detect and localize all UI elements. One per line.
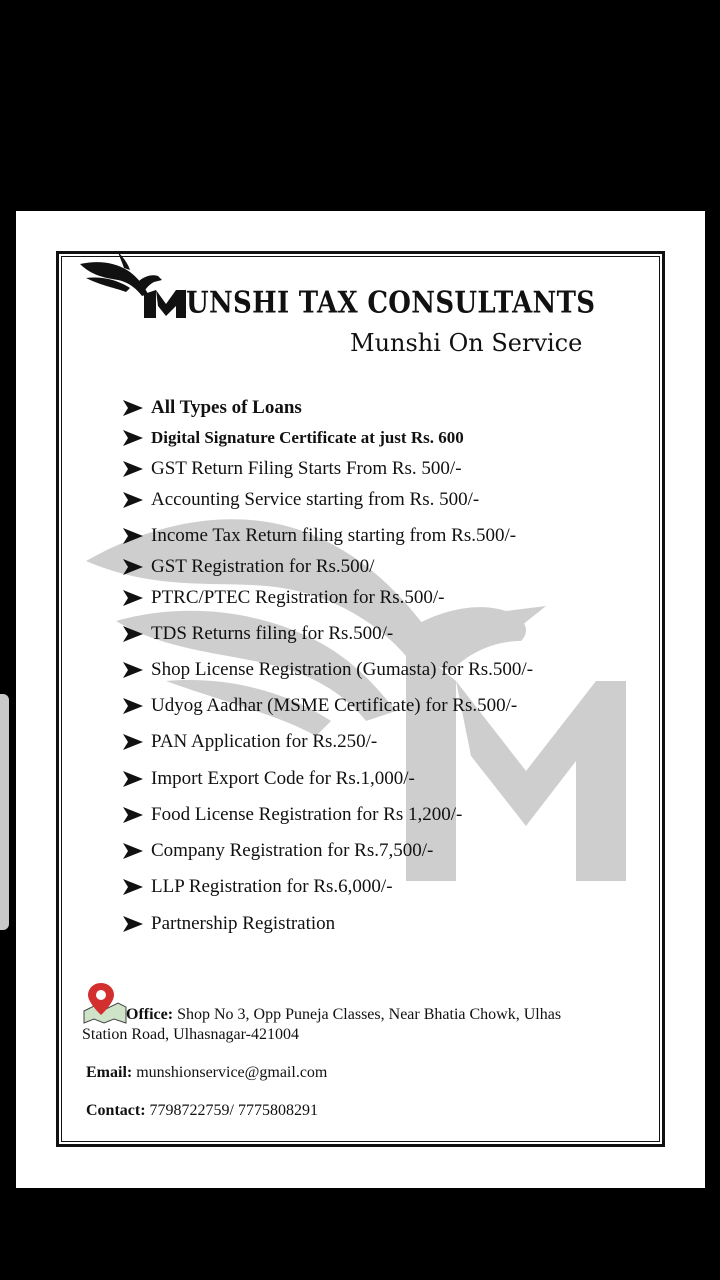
service-item	[122, 804, 462, 826]
arrow-bullet-icon	[122, 915, 144, 933]
service-item	[122, 840, 433, 862]
service-label: PTRC/PTEC Registration for Rs.500/-	[151, 587, 445, 608]
service-item	[122, 587, 444, 609]
service-item	[122, 623, 393, 645]
arrow-bullet-icon	[122, 625, 144, 643]
service-item	[122, 913, 335, 935]
arrow-bullet-icon	[122, 558, 144, 576]
flyer	[16, 211, 705, 1188]
arrow-bullet-icon	[122, 527, 144, 545]
service-item	[122, 397, 302, 419]
service-item	[122, 876, 393, 898]
office-line-1	[126, 1006, 561, 1024]
brand-title: UNSHI TAX CONSULTANTS	[186, 286, 596, 321]
arrow-bullet-icon	[122, 806, 144, 824]
office-line-2: Station Road, Ulhasnagar-421004	[82, 1026, 299, 1043]
service-label: Company Registration for Rs.7,500/-	[151, 840, 434, 861]
arrow-bullet-icon	[122, 491, 144, 509]
service-label: All Types of Loans	[151, 397, 302, 418]
phone-value[interactable]: 7798722759/ 7775808291	[149, 1102, 318, 1119]
office-label: Office:	[126, 1006, 174, 1023]
service-item	[122, 695, 517, 717]
service-label: Partnership Registration	[151, 913, 336, 934]
service-label: Udyog Aadhar (MSME Certificate) for Rs.500/-	[151, 695, 518, 716]
arrow-bullet-icon	[122, 661, 144, 679]
arrow-bullet-icon	[122, 399, 144, 417]
email-label: Email:	[86, 1064, 133, 1081]
screen-edge-handle[interactable]	[0, 694, 9, 930]
service-item	[122, 525, 516, 547]
service-label: GST Return Filing Starts From Rs. 500/-	[151, 458, 462, 479]
phone-label: Contact:	[86, 1102, 146, 1119]
arrow-bullet-icon	[122, 878, 144, 896]
service-label: Digital Signature Certificate at just Rs. 600	[151, 428, 464, 447]
service-label: LLP Registration for Rs.6,000/-	[151, 876, 393, 897]
office-address-line-1: Shop No 3, Opp Puneja Classes, Near Bhatia Chowk, Ulhas	[177, 1006, 562, 1023]
contact-line	[86, 1102, 318, 1120]
email-line	[86, 1064, 327, 1082]
arrow-bullet-icon	[122, 460, 144, 478]
service-label: Accounting Service starting from Rs. 500/-	[151, 489, 480, 510]
service-item	[122, 731, 377, 753]
service-item	[122, 659, 533, 681]
service-label: Income Tax Return filing starting from Rs.500/-	[151, 525, 517, 546]
arrow-bullet-icon	[122, 842, 144, 860]
service-label: TDS Returns filing for Rs.500/-	[151, 623, 394, 644]
service-label: GST Registration for Rs.500/	[151, 556, 375, 577]
service-item	[122, 768, 415, 790]
service-label: Import Export Code for Rs.1,000/-	[151, 768, 415, 789]
arrow-bullet-icon	[122, 770, 144, 788]
service-item	[122, 556, 374, 578]
eagle-logo-icon	[78, 246, 188, 326]
brand-subtitle: Munshi On Service	[350, 329, 583, 357]
service-label: Food License Registration for Rs 1,200/-	[151, 804, 463, 825]
service-item	[122, 489, 479, 511]
arrow-bullet-icon	[122, 697, 144, 715]
service-item	[122, 428, 464, 448]
service-label: Shop License Registration (Gumasta) for Rs.500/-	[151, 659, 534, 680]
arrow-bullet-icon	[122, 429, 144, 447]
arrow-bullet-icon	[122, 733, 144, 751]
service-item	[122, 458, 462, 480]
arrow-bullet-icon	[122, 589, 144, 607]
service-label: PAN Application for Rs.250/-	[151, 731, 378, 752]
location-pin-icon	[82, 981, 128, 1025]
email-value[interactable]: munshionservice@gmail.com	[136, 1064, 328, 1081]
